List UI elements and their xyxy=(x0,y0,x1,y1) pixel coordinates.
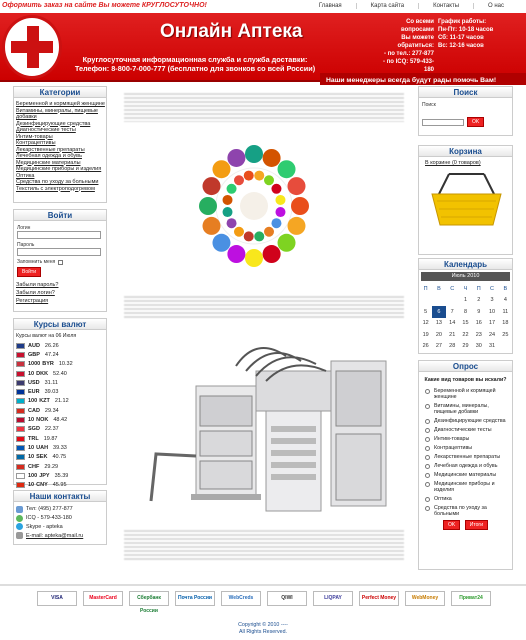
calendar-day xyxy=(419,295,432,307)
cart-link[interactable]: В корзине (0 товаров) xyxy=(425,160,481,166)
top-bar xyxy=(0,0,526,13)
currency-row: 100 JPY 35.39 xyxy=(14,471,106,480)
poll-radio[interactable] xyxy=(425,506,430,511)
fruit-icon xyxy=(278,160,296,178)
flag-icon xyxy=(16,482,25,488)
cart-title: Корзина xyxy=(419,146,512,157)
vitamin-icon xyxy=(227,218,237,228)
calendar-day[interactable]: 9 xyxy=(477,308,481,315)
flag-icon xyxy=(16,436,25,442)
search-label: Поиск xyxy=(422,102,436,108)
fruit-icon xyxy=(212,234,230,252)
search-box xyxy=(418,86,513,136)
calendar-day[interactable]: 20 xyxy=(435,331,442,338)
vitamins-wheel-image xyxy=(193,133,316,279)
category-link[interactable]: Текстиль с электроподогревом xyxy=(16,185,95,192)
vitamin-icon xyxy=(275,207,285,217)
poll-options xyxy=(419,388,512,517)
header-hours: График работы: Пн-Пт: 10-18 часов Сб: 11-17 часов Вс: 12-16 часов xyxy=(438,19,494,49)
vitamin-icon xyxy=(227,184,237,194)
flag-icon xyxy=(16,343,25,349)
promo-text: Оформить заказ на сайте Вы можете КРУГЛОСУТОЧНО! xyxy=(2,2,207,9)
basket-icon[interactable] xyxy=(429,169,504,229)
top-nav xyxy=(305,3,518,9)
calendar-day[interactable]: 26 xyxy=(422,343,429,350)
payment-logo: LIQPAY xyxy=(313,591,353,606)
payment-logo: QIWI xyxy=(267,591,307,606)
payment-logo: WebCreds xyxy=(221,591,261,606)
calendar-day[interactable]: 25 xyxy=(502,331,509,338)
currency-row: 10 NOK 48.42 xyxy=(14,415,106,424)
vitamin-icon xyxy=(234,227,244,237)
logo-cross-icon[interactable] xyxy=(2,15,62,79)
categories-title: Категории xyxy=(14,87,106,98)
payment-logo: Почта России xyxy=(175,591,215,606)
fruit-icon xyxy=(245,249,263,267)
vitamin-icon xyxy=(244,231,254,241)
calendar-day[interactable]: 10 xyxy=(488,308,496,315)
calendar-day[interactable]: 30 xyxy=(475,343,482,350)
contacts-box xyxy=(13,490,107,545)
fruit-icon xyxy=(287,177,305,195)
calendar-day xyxy=(432,295,445,307)
calendar-day[interactable]: 11 xyxy=(502,308,509,315)
calendar-day xyxy=(499,341,512,353)
flag-icon xyxy=(16,380,25,386)
poll-title: Опрос xyxy=(419,361,512,372)
login-box xyxy=(13,209,107,312)
flag-icon xyxy=(16,426,25,432)
category-link[interactable]: Диагностические тесты xyxy=(16,127,76,133)
category-link[interactable]: Дезинфицирующие средства xyxy=(16,120,91,127)
calendar-day[interactable]: 29 xyxy=(462,343,469,350)
dental-unit-image xyxy=(116,326,401,523)
calendar-day[interactable]: 2 xyxy=(477,297,481,304)
currency-row: GBP 47.24 xyxy=(14,350,106,359)
poll-ok-button[interactable]: OK xyxy=(443,520,460,530)
fruit-icon xyxy=(287,217,305,235)
currency-title: Курсы валют xyxy=(14,319,106,330)
payment-logo: Perfect Money xyxy=(359,591,399,606)
fruit-icon xyxy=(227,245,245,263)
contact-phone: Тел: (495) 277-877 xyxy=(14,505,106,514)
footer-divider xyxy=(0,584,526,586)
currency-row: AUD 26.26 xyxy=(14,341,106,350)
calendar-day[interactable]: 4 xyxy=(503,297,507,304)
flag-icon xyxy=(16,464,25,470)
vitamin-icon xyxy=(244,171,254,181)
poll-option[interactable]: Контрацептивы xyxy=(419,445,512,451)
currency-row: 10 SEK 40.75 xyxy=(14,453,106,462)
payment-logo: Приват24 xyxy=(451,591,491,606)
poll-option[interactable]: Дезинфицирующие средства xyxy=(419,418,512,424)
vitamin-icon xyxy=(271,184,281,194)
contacts-title: Наши контакты xyxy=(14,491,106,502)
vitamin-icon xyxy=(254,171,264,181)
login-title: Войти xyxy=(14,210,106,221)
calendar-day[interactable]: 5 xyxy=(424,308,428,315)
calendar-day[interactable]: 28 xyxy=(449,343,456,350)
poll-radio[interactable] xyxy=(425,419,430,424)
calendar-day[interactable]: 14 xyxy=(449,320,456,327)
vitamin-icon xyxy=(223,207,233,217)
category-link[interactable]: Беременной и кормящей женщине xyxy=(16,101,105,107)
contact-skype: Skype - apteka xyxy=(14,523,106,532)
password-input[interactable] xyxy=(17,248,101,256)
managers-slogan: Наши менеджеры всегда будут рады помочь Вам! xyxy=(326,77,497,84)
fruit-icon xyxy=(199,197,217,215)
vitamin-icon xyxy=(254,231,264,241)
vitamin-icon xyxy=(271,218,281,228)
calendar-day[interactable]: 3 xyxy=(490,297,494,304)
poll-radio[interactable] xyxy=(425,473,430,478)
contact-icq: ICQ - 579-433-180 xyxy=(14,514,106,523)
calendar-day[interactable]: 13 xyxy=(435,320,442,327)
payment-logo: WebMoney xyxy=(405,591,445,606)
calendar-day[interactable]: 17 xyxy=(488,320,496,327)
payment-logo: MasterCard xyxy=(83,591,123,606)
calendar-day[interactable]: 23 xyxy=(475,331,482,338)
remember-row: Запомнить меня xyxy=(14,259,106,265)
vitamin-icon xyxy=(234,175,244,185)
category-link[interactable]: Лекарственные препараты xyxy=(16,146,85,153)
flag-icon xyxy=(16,361,25,367)
flag-icon xyxy=(16,417,25,423)
site-header xyxy=(0,13,526,82)
forgot-login-link[interactable]: Забыли логин? xyxy=(16,290,55,296)
calendar-day[interactable]: 19 xyxy=(422,331,429,338)
search-title: Поиск xyxy=(419,87,512,98)
flag-icon xyxy=(16,352,25,358)
currency-row: TRL 19.87 xyxy=(14,434,106,443)
calendar-day[interactable]: 7 xyxy=(450,308,454,315)
fruit-icon xyxy=(203,177,221,195)
login-button[interactable]: Войти xyxy=(17,267,41,277)
calendar-month: Июль 2010 xyxy=(421,272,510,281)
fruit-icon xyxy=(245,145,263,163)
search-button[interactable]: OK xyxy=(467,117,484,127)
poll-option[interactable]: Медицинские приборы и изделия xyxy=(419,481,512,493)
fruit-icon xyxy=(263,245,281,263)
contact-email: E-mail: apteka@mail.ru xyxy=(14,531,106,540)
flag-icon xyxy=(16,408,25,414)
body-text-blurred xyxy=(124,296,404,320)
vitamin-icon xyxy=(223,195,233,205)
currency-list xyxy=(14,341,106,490)
poll-radio[interactable] xyxy=(425,482,430,487)
poll-option[interactable]: Интим-товары xyxy=(419,436,512,442)
poll-radio[interactable] xyxy=(425,404,430,409)
email-icon xyxy=(16,532,23,539)
poll-option[interactable]: Средства по уходу за больными xyxy=(419,505,512,517)
poll-radio[interactable] xyxy=(425,389,430,394)
payment-logo: Сбербанк России xyxy=(129,591,169,606)
calendar-day[interactable]: 24 xyxy=(488,331,496,338)
flag-icon xyxy=(16,371,25,377)
flag-icon xyxy=(16,398,25,404)
calendar-day[interactable]: 12 xyxy=(422,320,429,327)
category-link[interactable]: Контрацептивы xyxy=(16,140,56,146)
calendar-day[interactable]: 31 xyxy=(488,343,496,350)
category-link[interactable]: Средства по уходу за больными xyxy=(16,179,99,185)
forgot-password-link[interactable]: Забыли пароль? xyxy=(16,282,59,288)
poll-radio[interactable] xyxy=(425,437,430,442)
currency-row: 1000 BYR 10.32 xyxy=(14,360,106,369)
currency-box xyxy=(13,318,107,489)
calendar-day[interactable]: 22 xyxy=(462,331,469,338)
currency-row: 10 DKK 52.40 xyxy=(14,369,106,378)
site-title: Онлайн Аптека xyxy=(160,21,303,42)
currency-row: SGD 22.37 xyxy=(14,425,106,434)
header-subtitle: Круглосуточная информационная служба и служба доставки: Телефон: 8-800-7-000-777 (бесплатно для звонков со всей России) xyxy=(74,55,316,73)
calendar-grid: П В С Ч П С В 1 2 3 4 5 6 7 8 9 10 11 12 13 14 15 16 17 18 19 20 21 22 23 24 25 26 27 28 29 30 31 xyxy=(419,283,512,352)
fruit-icon xyxy=(203,217,221,235)
flag-icon xyxy=(16,473,25,479)
nav-link-sitemap[interactable]: Карта сайта xyxy=(356,3,418,9)
flag-icon xyxy=(16,445,25,451)
poll-option[interactable]: Лечебная одежда и обувь xyxy=(419,463,512,469)
currency-row: CAD 29.34 xyxy=(14,406,106,415)
calendar-box xyxy=(418,258,513,354)
calendar-title: Календарь xyxy=(419,259,512,270)
currency-date: Курсы валют на 06 Июля xyxy=(16,333,77,339)
currency-row: USD 31.11 xyxy=(14,378,106,387)
register-link[interactable]: Регистрация xyxy=(16,298,49,304)
poll-results-button[interactable]: Итоги xyxy=(465,520,488,530)
intro-text-blurred xyxy=(124,93,404,122)
poll-option[interactable]: Диагностические тесты xyxy=(419,427,512,433)
payment-logo: VISA xyxy=(37,591,77,606)
category-link[interactable]: Оптика xyxy=(16,172,35,179)
copyright-text: Copyright © 2010 ---- xyxy=(238,622,288,628)
calendar-day[interactable]: 15 xyxy=(462,320,469,327)
calendar-day[interactable]: 16 xyxy=(475,320,482,327)
calendar-day[interactable]: 8 xyxy=(463,308,468,315)
calendar-day xyxy=(446,295,459,307)
poll-option[interactable]: Медицинские материалы xyxy=(419,472,512,478)
vitamin-icon xyxy=(275,195,285,205)
category-link[interactable]: Интим-товары xyxy=(16,133,53,140)
search-input[interactable] xyxy=(422,119,464,126)
vitamin-icon xyxy=(264,227,274,237)
currency-row: 10 CNY 45.95 xyxy=(14,480,106,489)
rights-text: All Rights Reserved. xyxy=(239,629,287,635)
currency-row: CHF 29.29 xyxy=(14,462,106,471)
remember-checkbox[interactable] xyxy=(58,260,63,265)
cart-box xyxy=(418,145,513,255)
icq-icon xyxy=(16,515,23,522)
poll-radio[interactable] xyxy=(425,497,430,502)
category-link[interactable]: Медицинские материалы xyxy=(16,159,81,166)
nav-link-home[interactable]: Главная xyxy=(318,3,342,9)
footer-text-blurred xyxy=(124,530,404,562)
calendar-day[interactable]: 27 xyxy=(435,343,442,350)
currency-row: 10 UAH 39.33 xyxy=(14,443,106,452)
poll-option[interactable]: Оптика xyxy=(419,496,512,502)
poll-radio[interactable] xyxy=(425,446,430,451)
nav-link-about[interactable]: О нас xyxy=(473,3,518,9)
flag-icon xyxy=(16,454,25,460)
calendar-day[interactable]: 1 xyxy=(463,297,468,304)
currency-row: EUR 39.03 xyxy=(14,387,106,396)
password-label: Пароль xyxy=(17,242,35,248)
skype-icon xyxy=(16,523,23,530)
fruit-icon xyxy=(212,160,230,178)
poll-option[interactable]: Беременной и кормящей женщине xyxy=(419,388,512,400)
nav-link-contacts[interactable]: Контакты xyxy=(418,3,473,9)
poll-question: Какие вид товаров вы искали? xyxy=(424,377,507,383)
poll-radio[interactable] xyxy=(425,455,430,460)
login-input[interactable] xyxy=(17,231,101,239)
calendar-day[interactable]: 18 xyxy=(502,320,509,327)
poll-box xyxy=(418,360,513,570)
vitamin-icon xyxy=(264,175,274,185)
currency-row: 100 KZT 21.12 xyxy=(14,397,106,406)
category-link[interactable]: Витамины, минералы, пищевые добавки xyxy=(16,107,98,120)
calendar-day[interactable]: 6 xyxy=(432,306,445,318)
header-contacts: Со всеми вопросами Вы можете обратиться: - по тел.: 277-877 - по ICQ: 579-433-180 xyxy=(383,19,434,73)
poll-option[interactable]: Витамины, минералы, пищевые добавки xyxy=(419,403,512,415)
fruit-icon xyxy=(227,149,245,167)
fruit-icon xyxy=(291,197,309,215)
poll-option[interactable]: Лекарственные препараты xyxy=(419,454,512,460)
flag-icon xyxy=(16,389,25,395)
phone-icon xyxy=(16,506,23,513)
fruit-icon xyxy=(263,149,281,167)
calendar-day[interactable]: 21 xyxy=(449,331,456,338)
poll-radio[interactable] xyxy=(425,464,430,469)
categories-box xyxy=(13,86,107,203)
login-label: Логин xyxy=(17,225,31,231)
categories-list xyxy=(14,98,106,192)
fruit-icon xyxy=(278,234,296,252)
category-link[interactable]: Лечебная одежда и обувь xyxy=(16,153,82,159)
poll-radio[interactable] xyxy=(425,428,430,433)
category-link[interactable]: Медицинские приборы и изделия xyxy=(16,166,102,172)
